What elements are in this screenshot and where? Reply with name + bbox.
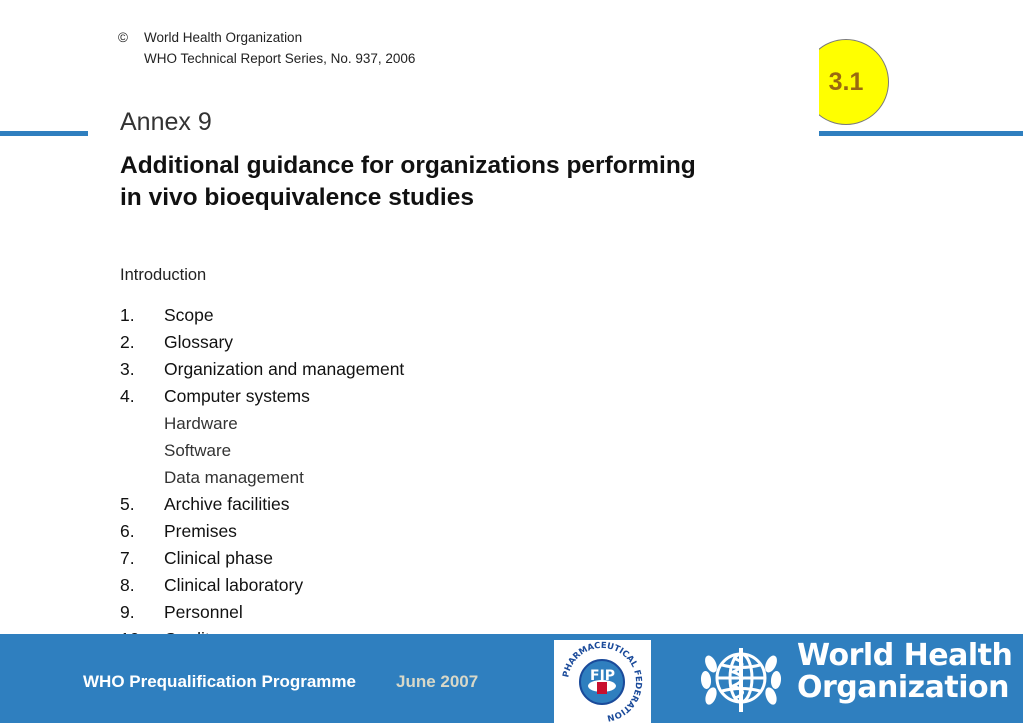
who-wordmark: [797, 640, 1012, 704]
fip-logo-icon: [554, 640, 651, 723]
toc-number: 3.: [120, 359, 135, 379]
toc-number: 9.: [120, 602, 135, 622]
toc-subitem: [120, 464, 404, 491]
toc-sub-label: Software: [164, 441, 232, 460]
toc-item: [120, 572, 404, 599]
toc-label: Clinical phase: [164, 548, 273, 568]
series-line: WHO Technical Report Series, No. 937, 2006: [144, 51, 416, 66]
toc-item: [120, 302, 404, 329]
toc-label: Clinical laboratory: [164, 575, 304, 595]
document-page: [88, 0, 819, 660]
toc-number: 7.: [120, 548, 135, 568]
toc-item: [120, 599, 404, 626]
header-rule-right: [818, 131, 1023, 136]
title-line-2: in vivo bioequivalence studies: [120, 184, 474, 211]
toc-sub-label: Hardware: [164, 414, 238, 433]
copyright-line: World Health Organization: [144, 30, 303, 45]
annex-heading: Annex 9: [120, 108, 212, 136]
toc-number: 1.: [120, 305, 135, 325]
fip-logo-label: FIP: [590, 668, 616, 684]
toc-label: Glossary: [164, 332, 234, 352]
title-line-1: Additional guidance for organizations performing: [120, 152, 696, 179]
toc-label: Personnel: [164, 602, 243, 622]
introduction-heading: Introduction: [120, 266, 207, 284]
slide-number: 3.1: [828, 67, 864, 96]
toc-label: Scope: [164, 305, 214, 325]
toc-item: [120, 356, 404, 383]
toc-label: Premises: [164, 521, 237, 541]
who-line-1: World Health: [797, 638, 1013, 673]
toc-number: 4.: [120, 386, 135, 406]
toc-item: [120, 329, 404, 356]
toc-label: Archive facilities: [164, 494, 290, 514]
toc-item: [120, 383, 404, 410]
toc-number: 2.: [120, 332, 135, 352]
toc-item: [120, 491, 404, 518]
toc-item: [120, 518, 404, 545]
document-title: [120, 150, 800, 214]
toc-subitem: [120, 410, 404, 437]
toc-label: Organization and management: [164, 359, 405, 379]
toc-sub-label: Data management: [164, 468, 304, 487]
programme-name: WHO Prequalification Programme: [83, 672, 356, 691]
who-line-2: Organization: [797, 670, 1009, 705]
copyright-symbol: ©: [118, 30, 128, 45]
toc-number: 8.: [120, 575, 135, 595]
copyright-block: [118, 27, 415, 69]
toc-number: 6.: [120, 521, 135, 541]
toc-label: Computer systems: [164, 386, 310, 406]
toc-item: [120, 545, 404, 572]
header-rule-left: [0, 131, 92, 136]
toc-subitem: [120, 437, 404, 464]
toc-number: 5.: [120, 494, 135, 514]
footer-date: June 2007: [396, 672, 479, 691]
who-emblem-icon: [693, 634, 789, 723]
table-of-contents: [120, 302, 404, 653]
fip-ring-text: PHARMACEUTICAL FEDERATION: [561, 640, 644, 723]
